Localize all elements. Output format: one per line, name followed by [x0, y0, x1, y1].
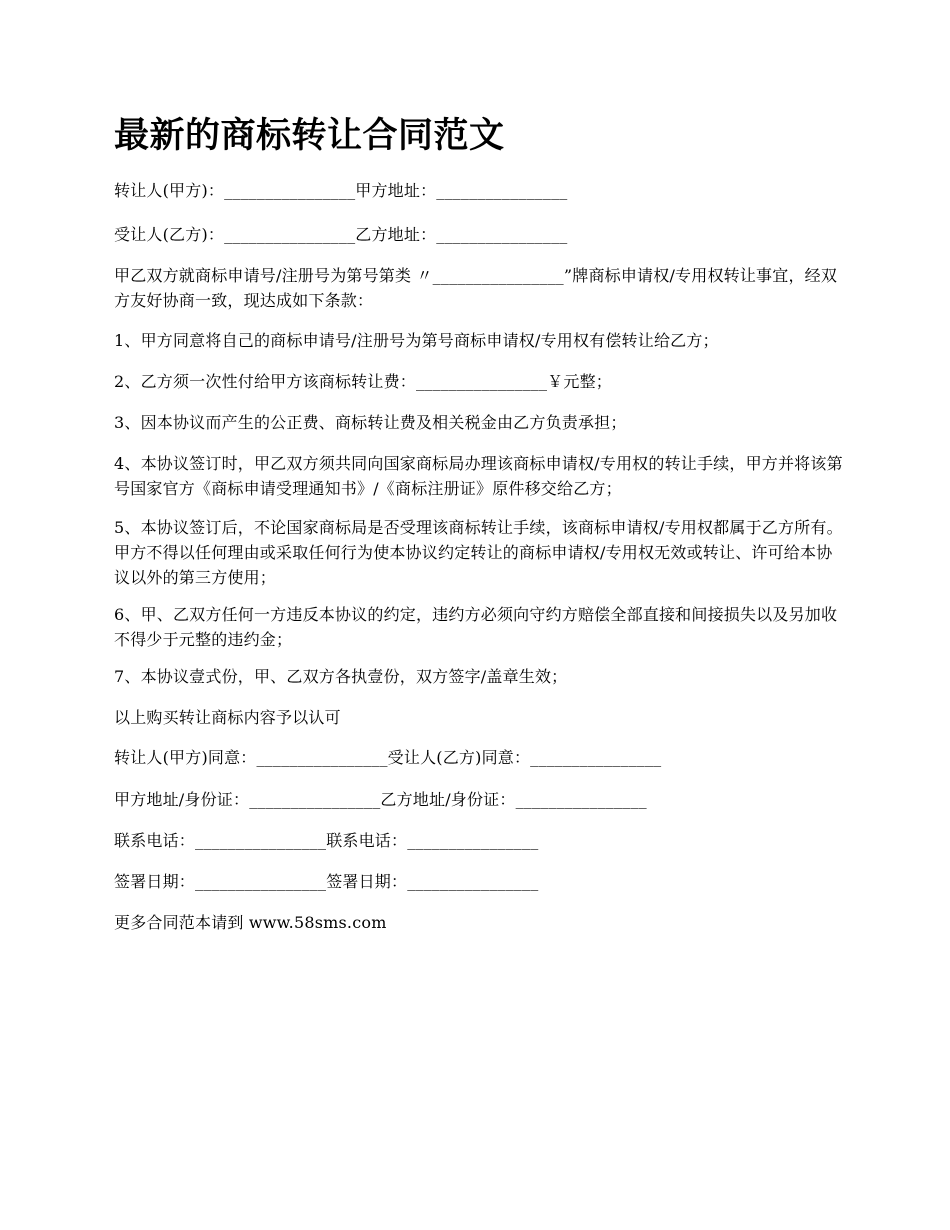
- phone-line: 联系电话：________________联系电话：________________: [114, 831, 539, 850]
- clause-1: 1、甲方同意将自己的商标申请号/注册号为第号商标申请权/专用权有偿转让给乙方；: [114, 331, 719, 350]
- clause-6: 6、甲、乙双方任何一方违反本协议的约定，违约方必须向守约方赔偿全部直接和间接损失以及另加收不得少于元整的违约金；: [114, 605, 838, 649]
- document-title: 最新的商标转让合同范文: [114, 115, 505, 156]
- footer-link-line: 更多合同范本请到 www.58sms.com: [114, 913, 387, 932]
- transferee-line: 受让人(乙方)：________________乙方地址：________________: [114, 225, 568, 244]
- acknowledgement-line: 以上购买转让商标内容予以认可: [114, 708, 341, 727]
- clause-7: 7、本协议壹式份，甲、乙双方各执壹份，双方签字/盖章生效；: [114, 667, 568, 686]
- signing-date-line: 签署日期：________________签署日期：________________: [114, 872, 539, 891]
- preamble-paragraph: 甲乙双方就商标申请号/注册号为第号第类 〃________________”牌商标申请权/专用权转让事宜，经双方友好协商一致，现达成如下条款：: [114, 266, 838, 310]
- transferor-line: 转让人(甲方)：________________甲方地址：________________: [114, 181, 568, 200]
- address-id-line: 甲方地址/身份证：________________乙方地址/身份证：________________: [114, 790, 647, 809]
- consent-line: 转让人(甲方)同意：________________受让人(乙方)同意：________________: [114, 748, 662, 767]
- clause-4: 4、本协议签订时，甲乙双方须共同向国家商标局办理该商标申请权/专用权的转让手续，甲方并将该第号国家官方《商标申请受理通知书》/《商标注册证》原件移交给乙方；: [114, 454, 843, 498]
- clause-3: 3、因本协议而产生的公正费、商标转让费及相关税金由乙方负责承担；: [114, 413, 627, 432]
- clause-5: 5、本协议签订后，不论国家商标局是否受理该商标转让手续，该商标申请权/专用权都属于乙方所有。甲方不得以任何理由或采取任何行为使本协议约定转让的商标申请权/专用权无效或转让、许可给本协议以外的第三方使用；: [114, 518, 843, 587]
- clause-2: 2、乙方须一次性付给甲方该商标转让费：________________￥元整；: [114, 372, 612, 391]
